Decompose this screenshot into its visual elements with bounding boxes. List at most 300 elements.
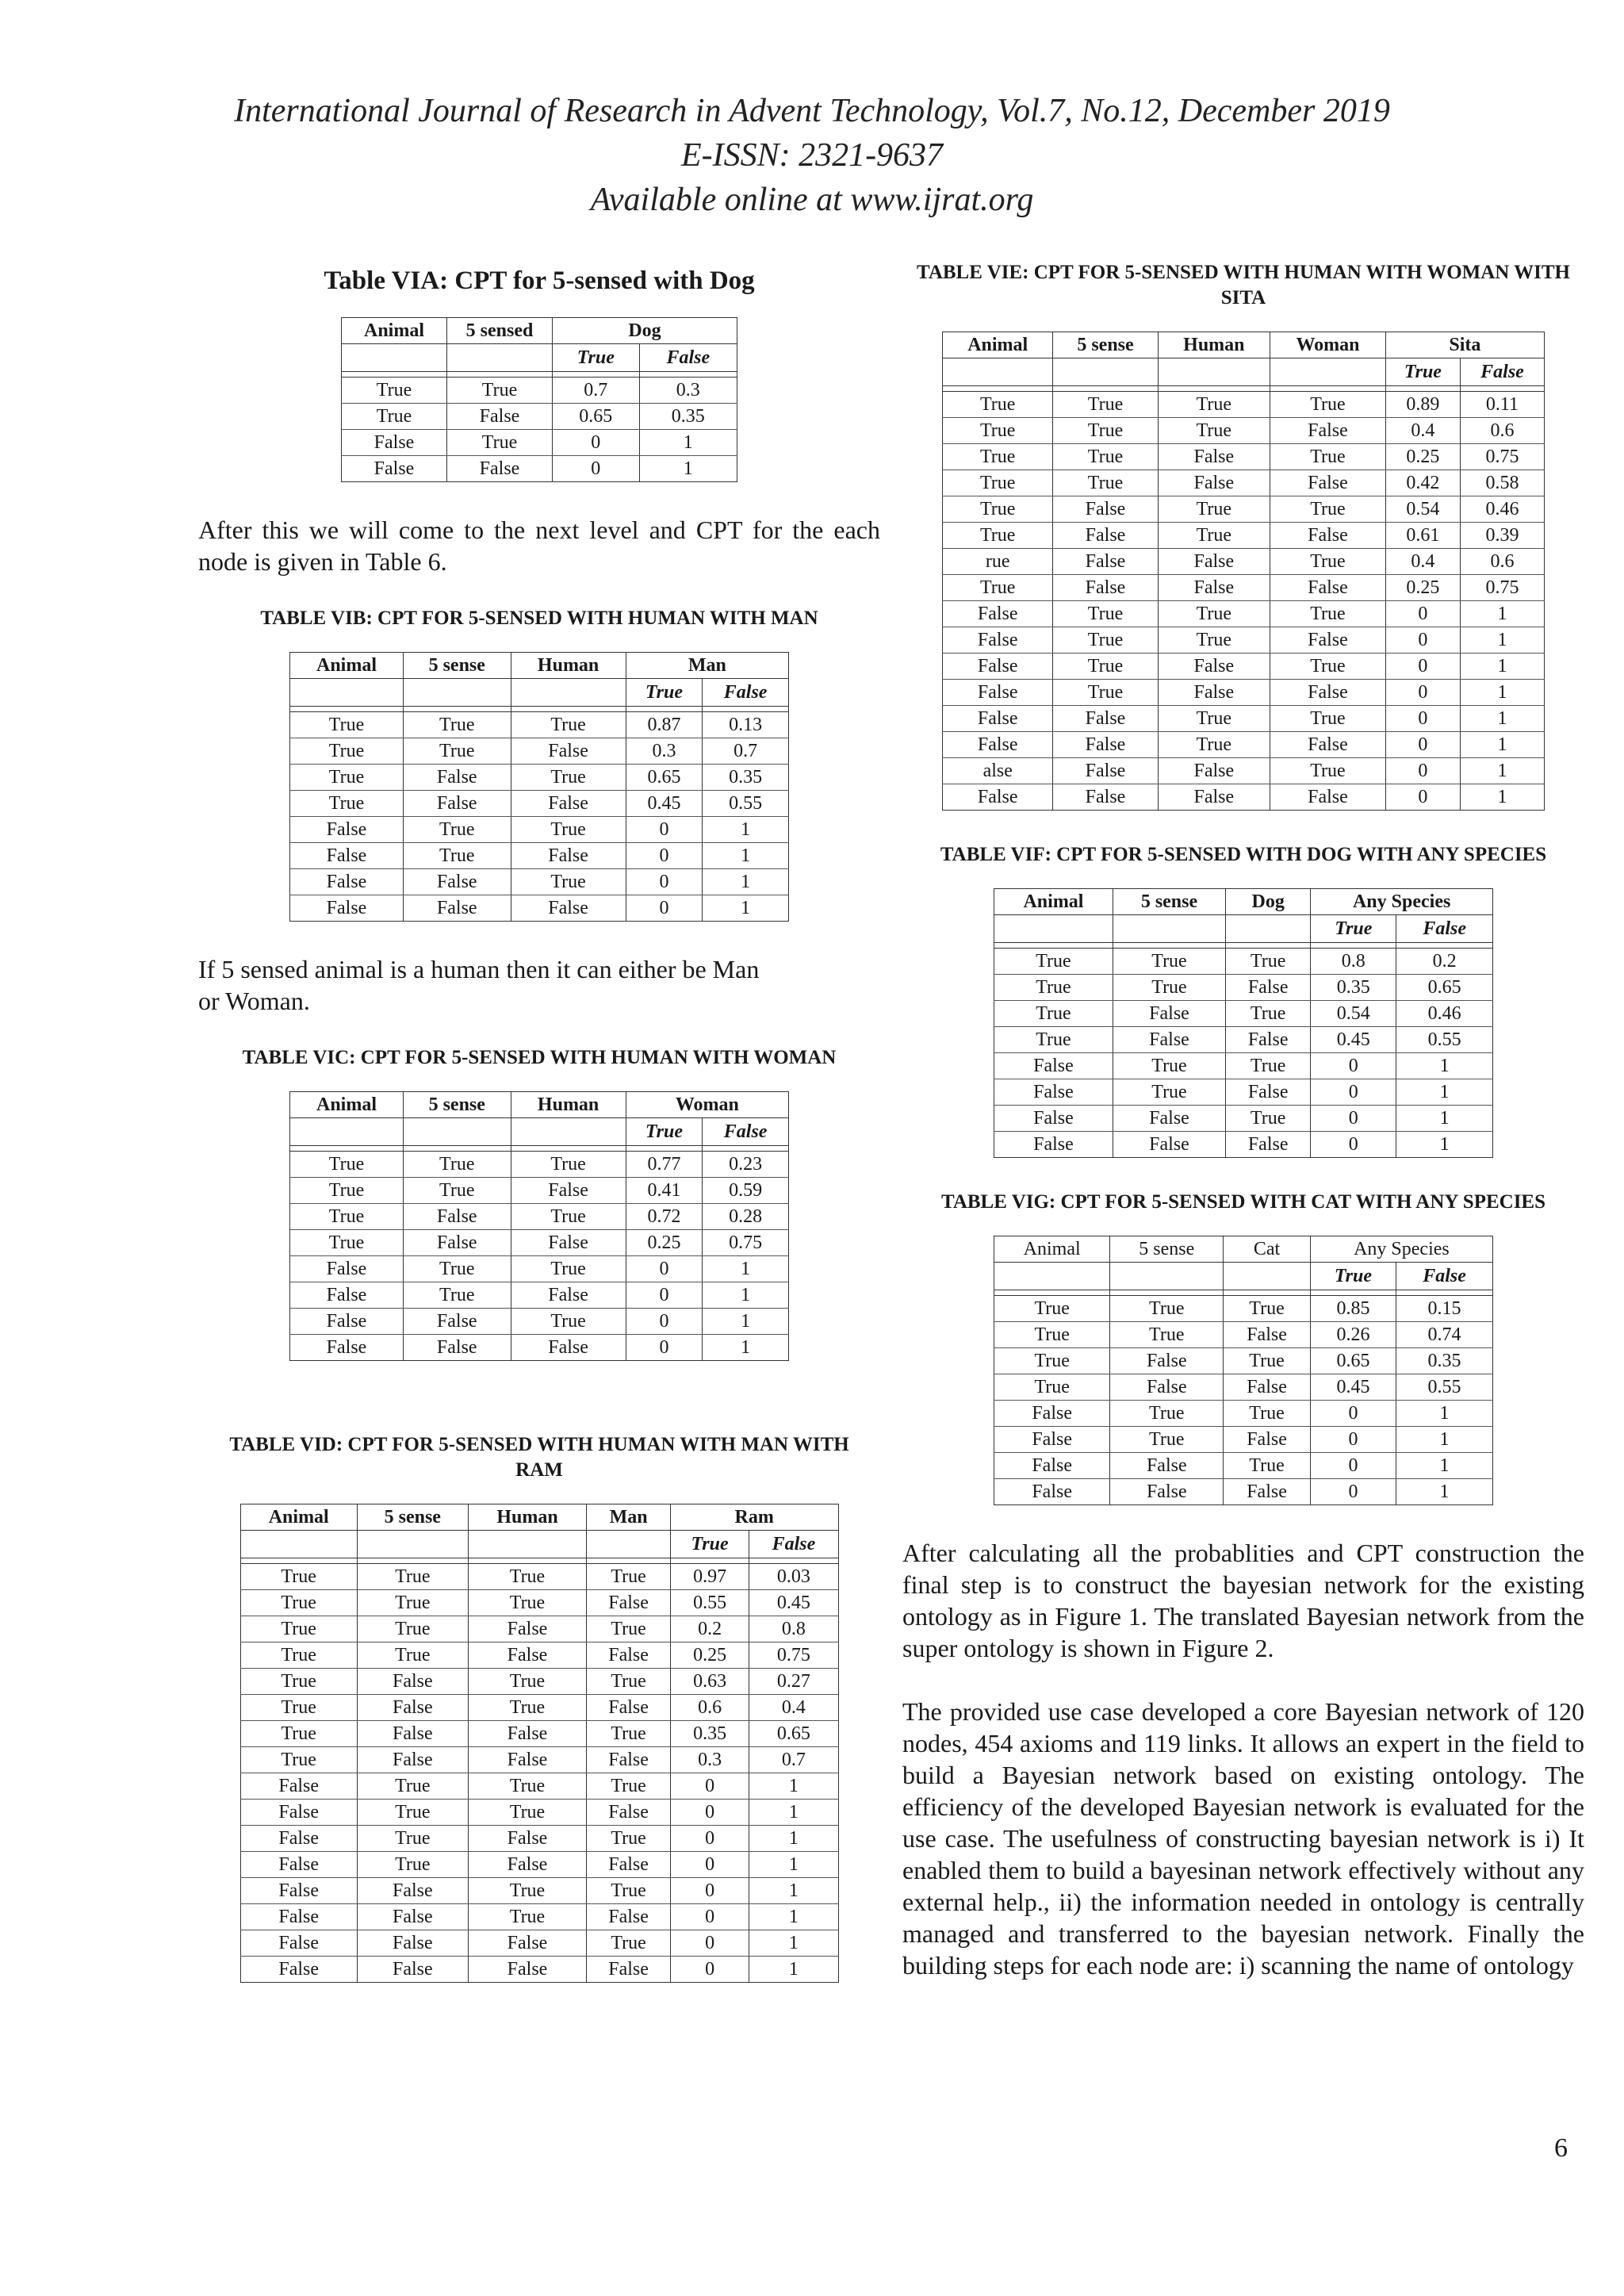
table-cell: True bbox=[511, 1309, 626, 1335]
table-row bbox=[994, 1427, 1493, 1453]
table-cell: True bbox=[240, 1642, 357, 1669]
table-cell: False bbox=[1053, 496, 1158, 523]
table-cell: 1 bbox=[703, 1256, 789, 1282]
table-cell: True bbox=[1113, 949, 1225, 975]
table-cell: 0.75 bbox=[1460, 575, 1544, 601]
table-row bbox=[290, 765, 789, 791]
table-cell: True bbox=[404, 1256, 511, 1282]
page-number: 6 bbox=[1554, 2133, 1568, 2163]
table-cell: False bbox=[240, 1800, 357, 1826]
table-cell: False bbox=[1053, 706, 1158, 732]
table-cell: True bbox=[1158, 706, 1270, 732]
table-cell: 0.2 bbox=[1396, 949, 1493, 975]
table-cell: True bbox=[468, 1669, 587, 1695]
table-cell: 0.25 bbox=[1385, 575, 1460, 601]
table-cell: 0.4 bbox=[1385, 549, 1460, 575]
col-header: Animal bbox=[943, 332, 1053, 358]
table-cell: 1 bbox=[749, 1800, 838, 1826]
table-cell: True bbox=[290, 1152, 404, 1178]
table-cell: 0 bbox=[1385, 601, 1460, 627]
table-cell: True bbox=[994, 1001, 1113, 1027]
table-row bbox=[240, 1721, 838, 1747]
table-vic bbox=[289, 1091, 789, 1361]
table-cell: True bbox=[943, 444, 1053, 470]
table-cell: 0.77 bbox=[626, 1152, 703, 1178]
col-header: Sita bbox=[1385, 332, 1544, 358]
table-cell: False bbox=[447, 456, 553, 482]
table-cell: 0.35 bbox=[670, 1721, 749, 1747]
table-cell: True bbox=[1270, 706, 1386, 732]
table-cell: True bbox=[511, 817, 626, 843]
table-cell: True bbox=[1226, 1053, 1311, 1079]
table-cell: 0 bbox=[553, 456, 640, 482]
table-cell: True bbox=[342, 378, 447, 404]
table-cell: False bbox=[994, 1132, 1113, 1158]
table-cell: False bbox=[290, 843, 404, 869]
table-cell: 0 bbox=[670, 1800, 749, 1826]
table-cell: True bbox=[587, 1616, 670, 1642]
table-vif-caption: TABLE VIF: CPT FOR 5-SENSED WITH DOG WITH ANY SPECIES bbox=[940, 844, 1547, 865]
table-cell: 0.87 bbox=[626, 712, 703, 738]
table-cell: False bbox=[1113, 1132, 1225, 1158]
table-cell: True bbox=[511, 712, 626, 738]
table-row bbox=[290, 895, 789, 922]
table-cell: 0.45 bbox=[1310, 1374, 1396, 1401]
table-row bbox=[240, 1773, 838, 1800]
table-cell: 1 bbox=[749, 1852, 838, 1878]
table-cell: True bbox=[943, 496, 1053, 523]
table-row bbox=[240, 1904, 838, 1930]
table-cell: False bbox=[468, 1747, 587, 1773]
table-cell: False bbox=[587, 1852, 670, 1878]
table-cell: False bbox=[290, 1309, 404, 1335]
table-row bbox=[290, 1335, 789, 1361]
table-cell: False bbox=[587, 1590, 670, 1616]
table-cell: True bbox=[404, 1152, 511, 1178]
table-cell: True bbox=[994, 1348, 1110, 1374]
table-cell: 0.35 bbox=[1311, 975, 1396, 1001]
table-cell: False bbox=[943, 784, 1053, 811]
table-cell: False bbox=[342, 456, 447, 482]
table-cell: 0 bbox=[626, 817, 703, 843]
table-row bbox=[943, 732, 1545, 758]
table-cell: True bbox=[1110, 1427, 1224, 1453]
col-header: Any Species bbox=[1311, 889, 1493, 915]
table-cell: True bbox=[1110, 1296, 1224, 1322]
table-cell: 0 bbox=[1311, 1132, 1396, 1158]
table-cell: True bbox=[404, 843, 511, 869]
table-cell: False bbox=[1270, 627, 1386, 654]
table-cell: True bbox=[240, 1721, 357, 1747]
table-cell: True bbox=[404, 817, 511, 843]
table-row bbox=[290, 843, 789, 869]
table-row bbox=[240, 1564, 838, 1590]
table-row bbox=[994, 1132, 1493, 1158]
table-cell: True bbox=[1053, 470, 1158, 496]
table-row bbox=[290, 869, 789, 895]
table-cell: False bbox=[468, 1957, 587, 1983]
table-cell: False bbox=[447, 404, 553, 430]
col-header: 5 sense bbox=[357, 1504, 468, 1531]
table-cell: False bbox=[404, 1204, 511, 1230]
table-cell: False bbox=[468, 1642, 587, 1669]
table-cell: 1 bbox=[639, 456, 737, 482]
table-row bbox=[240, 1878, 838, 1904]
table-vie-caption: TABLE VIE: CPT FOR 5-SENSED WITH HUMAN WITH WOMAN WITH SITA bbox=[917, 262, 1570, 309]
left-column bbox=[198, 254, 880, 1983]
table-cell: False bbox=[511, 1178, 626, 1204]
table-cell: False bbox=[511, 843, 626, 869]
table-cell: 0.7 bbox=[749, 1747, 838, 1773]
table-cell: False bbox=[1158, 470, 1270, 496]
table-cell: False bbox=[1053, 784, 1158, 811]
table-cell: 0.25 bbox=[1385, 444, 1460, 470]
sub-header-false: False bbox=[1460, 358, 1544, 386]
table-cell: True bbox=[447, 378, 553, 404]
table-row bbox=[240, 1852, 838, 1878]
table-cell: True bbox=[468, 1695, 587, 1721]
table-cell: False bbox=[1224, 1479, 1311, 1505]
table-cell: 1 bbox=[1460, 654, 1544, 680]
table-cell: False bbox=[290, 1282, 404, 1309]
table-cell: 0 bbox=[1310, 1427, 1396, 1453]
table-cell: 0.54 bbox=[1311, 1001, 1396, 1027]
table-cell: 0 bbox=[670, 1773, 749, 1800]
table-cell: False bbox=[1053, 732, 1158, 758]
table-cell: False bbox=[994, 1479, 1110, 1505]
col-header: Any Species bbox=[1310, 1236, 1492, 1263]
table-cell: 0.6 bbox=[670, 1695, 749, 1721]
table-cell: False bbox=[511, 1335, 626, 1361]
table-cell: True bbox=[1053, 627, 1158, 654]
table-cell: False bbox=[587, 1957, 670, 1983]
table-cell: False bbox=[1226, 975, 1311, 1001]
table-cell: False bbox=[994, 1053, 1113, 1079]
table-cell: False bbox=[511, 791, 626, 817]
table-cell: True bbox=[587, 1773, 670, 1800]
col-header: Human bbox=[1158, 332, 1270, 358]
table-cell: 0.3 bbox=[626, 738, 703, 765]
table-cell: 0.4 bbox=[1385, 418, 1460, 444]
table-cell: False bbox=[1226, 1132, 1311, 1158]
table-cell: False bbox=[468, 1616, 587, 1642]
sub-header-false: False bbox=[749, 1531, 838, 1558]
table-cell: True bbox=[1158, 496, 1270, 523]
table-cell: True bbox=[1226, 949, 1311, 975]
table-cell: True bbox=[1053, 392, 1158, 418]
table-row bbox=[994, 949, 1493, 975]
table-cell: True bbox=[1224, 1296, 1311, 1322]
table-row bbox=[290, 738, 789, 765]
table-cell: 0 bbox=[670, 1852, 749, 1878]
col-header: Human bbox=[468, 1504, 587, 1531]
table-cell: False bbox=[587, 1695, 670, 1721]
table-cell: False bbox=[1053, 549, 1158, 575]
table-row bbox=[994, 1479, 1493, 1505]
table-cell: True bbox=[1270, 549, 1386, 575]
table-cell: 0.55 bbox=[703, 791, 789, 817]
table-cell: 0.45 bbox=[626, 791, 703, 817]
table-row bbox=[240, 1747, 838, 1773]
table-cell: False bbox=[1158, 575, 1270, 601]
table-cell: 0.46 bbox=[1460, 496, 1544, 523]
journal-header bbox=[0, 89, 1624, 222]
journal-issn: E-ISSN: 2321-9637 bbox=[680, 137, 944, 174]
table-cell: True bbox=[404, 738, 511, 765]
table-row bbox=[290, 817, 789, 843]
col-header: 5 sense bbox=[404, 653, 511, 679]
col-header: Human bbox=[511, 1092, 626, 1118]
table-cell: True bbox=[1270, 392, 1386, 418]
table-cell: 0.4 bbox=[749, 1695, 838, 1721]
table-cell: 0 bbox=[1310, 1453, 1396, 1479]
table-cell: 0 bbox=[670, 1930, 749, 1957]
col-header: Dog bbox=[1226, 889, 1311, 915]
table-cell: 0.63 bbox=[670, 1669, 749, 1695]
table-cell: True bbox=[1113, 1053, 1225, 1079]
table-cell: 0.61 bbox=[1385, 523, 1460, 549]
sub-header-false: False bbox=[1396, 915, 1493, 943]
table-cell: True bbox=[1110, 1322, 1224, 1348]
table-cell: 0.74 bbox=[1396, 1322, 1493, 1348]
table-row bbox=[290, 1204, 789, 1230]
table-cell: 0.7 bbox=[553, 378, 640, 404]
table-cell: 1 bbox=[1396, 1053, 1493, 1079]
sub-header-true: True bbox=[670, 1531, 749, 1558]
table-cell: 0 bbox=[626, 895, 703, 922]
table-cell: 0.89 bbox=[1385, 392, 1460, 418]
table-cell: 1 bbox=[749, 1826, 838, 1852]
table-cell: 0 bbox=[1385, 654, 1460, 680]
table-row bbox=[994, 1322, 1493, 1348]
table-cell: True bbox=[511, 1152, 626, 1178]
col-header: Animal bbox=[290, 1092, 404, 1118]
table-cell: False bbox=[240, 1930, 357, 1957]
table-cell: False bbox=[1110, 1348, 1224, 1374]
table-cell: False bbox=[290, 1335, 404, 1361]
table-cell: 0 bbox=[553, 430, 640, 456]
table-row bbox=[943, 496, 1545, 523]
table-cell: False bbox=[1113, 1027, 1225, 1053]
table-cell: True bbox=[1113, 1079, 1225, 1106]
sub-header-false: False bbox=[703, 1118, 789, 1146]
table-cell: 0.03 bbox=[749, 1564, 838, 1590]
table-row bbox=[240, 1669, 838, 1695]
table-cell: 1 bbox=[1460, 784, 1544, 811]
table-cell: 0.65 bbox=[749, 1721, 838, 1747]
table-row bbox=[240, 1616, 838, 1642]
table-cell: 0.3 bbox=[670, 1747, 749, 1773]
table-cell: True bbox=[404, 1178, 511, 1204]
table-cell: False bbox=[240, 1957, 357, 1983]
table-cell: True bbox=[511, 1256, 626, 1282]
table-cell: True bbox=[1158, 601, 1270, 627]
table-cell: 0 bbox=[626, 1282, 703, 1309]
table-cell: False bbox=[1270, 732, 1386, 758]
journal-website: Available online at www.ijrat.org bbox=[590, 182, 1034, 218]
col-header: Man bbox=[626, 653, 788, 679]
table-row bbox=[240, 1590, 838, 1616]
table-cell: 0 bbox=[1385, 627, 1460, 654]
table-cell: 0.35 bbox=[1396, 1348, 1493, 1374]
table-cell: 0.6 bbox=[1460, 549, 1544, 575]
sub-header-true: True bbox=[626, 1118, 703, 1146]
table-cell: True bbox=[290, 791, 404, 817]
table-cell: False bbox=[1224, 1322, 1311, 1348]
table-cell: 1 bbox=[749, 1957, 838, 1983]
table-row bbox=[943, 758, 1545, 784]
table-row bbox=[342, 430, 737, 456]
table-cell: 1 bbox=[703, 817, 789, 843]
table-row bbox=[943, 523, 1545, 549]
table-cell: 1 bbox=[703, 843, 789, 869]
table-row bbox=[240, 1957, 838, 1983]
table-cell: True bbox=[1113, 975, 1225, 1001]
table-cell: 1 bbox=[703, 1335, 789, 1361]
table-row bbox=[943, 444, 1545, 470]
table-cell: False bbox=[357, 1669, 468, 1695]
table-cell: 1 bbox=[1396, 1453, 1493, 1479]
table-cell: True bbox=[994, 1322, 1110, 1348]
table-cell: True bbox=[404, 1282, 511, 1309]
table-cell: True bbox=[290, 738, 404, 765]
table-cell: False bbox=[1270, 418, 1386, 444]
table-cell: False bbox=[1158, 654, 1270, 680]
table-cell: 1 bbox=[749, 1930, 838, 1957]
table-cell: 0.25 bbox=[626, 1230, 703, 1256]
table-cell: 1 bbox=[749, 1878, 838, 1904]
table-cell: 1 bbox=[703, 869, 789, 895]
col-header: Dog bbox=[553, 318, 737, 344]
table-cell: True bbox=[1053, 654, 1158, 680]
sub-header-true: True bbox=[1310, 1263, 1396, 1290]
table-cell: True bbox=[1224, 1453, 1311, 1479]
table-row bbox=[943, 654, 1545, 680]
table-row bbox=[994, 1079, 1493, 1106]
table-cell: True bbox=[240, 1695, 357, 1721]
table-cell: True bbox=[357, 1590, 468, 1616]
table-row bbox=[994, 1106, 1493, 1132]
table-row bbox=[240, 1642, 838, 1669]
table-cell: True bbox=[943, 392, 1053, 418]
journal-title: International Journal of Research in Advent Technology, Vol.7, No.12, December 2019 bbox=[234, 93, 1390, 129]
table-row bbox=[994, 1348, 1493, 1374]
table-cell: 1 bbox=[749, 1904, 838, 1930]
table-cell: 0.75 bbox=[1460, 444, 1544, 470]
table-cell: 0.6 bbox=[1460, 418, 1544, 444]
table-cell: 0 bbox=[670, 1904, 749, 1930]
table-cell: 1 bbox=[703, 1282, 789, 1309]
table-cell: 1 bbox=[703, 895, 789, 922]
table-cell: False bbox=[404, 1335, 511, 1361]
table-cell: 0.75 bbox=[703, 1230, 789, 1256]
table-cell: 0.65 bbox=[1396, 975, 1493, 1001]
paragraph: After calculating all the probablities and CPT construction the final step is to construct the bayesian network for the existing ontology as in Figure 1. The translated Bayesian network from the super ontology is shown in Figure 2. bbox=[902, 1539, 1584, 1662]
table-cell: False bbox=[1270, 470, 1386, 496]
table-cell: False bbox=[511, 738, 626, 765]
table-cell: True bbox=[240, 1669, 357, 1695]
table-cell: True bbox=[240, 1590, 357, 1616]
sub-header-true: True bbox=[1311, 915, 1396, 943]
table-cell: False bbox=[1226, 1079, 1311, 1106]
table-cell: False bbox=[587, 1747, 670, 1773]
table-row bbox=[994, 1027, 1493, 1053]
table-cell: True bbox=[468, 1800, 587, 1826]
table-row bbox=[342, 456, 737, 482]
table-cell: True bbox=[468, 1564, 587, 1590]
table-cell: 0 bbox=[1311, 1053, 1396, 1079]
col-header: Animal bbox=[994, 1236, 1110, 1263]
table-cell: 0.26 bbox=[1310, 1322, 1396, 1348]
table-cell: False bbox=[587, 1904, 670, 1930]
table-cell: False bbox=[943, 706, 1053, 732]
table-cell: 0 bbox=[1385, 784, 1460, 811]
table-cell: False bbox=[240, 1773, 357, 1800]
table-cell: True bbox=[994, 949, 1113, 975]
table-cell: True bbox=[587, 1721, 670, 1747]
table-cell: False bbox=[1270, 784, 1386, 811]
table-cell: 0 bbox=[626, 1335, 703, 1361]
table-cell: True bbox=[994, 1027, 1113, 1053]
table-cell: True bbox=[468, 1878, 587, 1904]
col-header: Man bbox=[587, 1504, 670, 1531]
table-vic-caption: TABLE VIC: CPT FOR 5-SENSED WITH HUMAN WITH WOMAN bbox=[242, 1047, 837, 1068]
table-cell: 1 bbox=[1396, 1079, 1493, 1106]
table-cell: False bbox=[1270, 680, 1386, 706]
table-cell: True bbox=[1158, 627, 1270, 654]
table-cell: False bbox=[511, 895, 626, 922]
table-cell: True bbox=[511, 1204, 626, 1230]
table-row bbox=[943, 627, 1545, 654]
table-cell: 0 bbox=[626, 1256, 703, 1282]
table-cell: 0.59 bbox=[703, 1178, 789, 1204]
table-cell: True bbox=[342, 404, 447, 430]
table-cell: True bbox=[404, 712, 511, 738]
table-cell: 0 bbox=[626, 869, 703, 895]
table-cell: True bbox=[587, 1564, 670, 1590]
sub-header-true: True bbox=[626, 679, 703, 707]
sub-header-true: True bbox=[553, 344, 640, 372]
table-row bbox=[240, 1826, 838, 1852]
table-cell: False bbox=[357, 1747, 468, 1773]
table-cell: True bbox=[290, 1204, 404, 1230]
table-cell: True bbox=[240, 1616, 357, 1642]
table-cell: 1 bbox=[1460, 758, 1544, 784]
table-cell: False bbox=[994, 1453, 1110, 1479]
table-cell: False bbox=[1158, 549, 1270, 575]
table-cell: False bbox=[1158, 444, 1270, 470]
table-cell: 0 bbox=[1311, 1079, 1396, 1106]
table-row bbox=[994, 1053, 1493, 1079]
table-cell: False bbox=[511, 1230, 626, 1256]
table-cell: 0.7 bbox=[703, 738, 789, 765]
table-cell: False bbox=[404, 765, 511, 791]
col-header: Ram bbox=[670, 1504, 838, 1531]
col-header: Animal bbox=[994, 889, 1113, 915]
sub-header-true: True bbox=[1385, 358, 1460, 386]
table-row bbox=[994, 1001, 1493, 1027]
table-cell: 0.35 bbox=[639, 404, 737, 430]
table-row bbox=[994, 1296, 1493, 1322]
table-cell: True bbox=[943, 470, 1053, 496]
table-cell: 0 bbox=[1385, 758, 1460, 784]
table-cell: False bbox=[290, 1256, 404, 1282]
table-cell: True bbox=[1224, 1348, 1311, 1374]
col-header: 5 sense bbox=[1110, 1236, 1224, 1263]
col-header: 5 sense bbox=[1053, 332, 1158, 358]
table-row bbox=[943, 601, 1545, 627]
table-cell: 0.65 bbox=[626, 765, 703, 791]
